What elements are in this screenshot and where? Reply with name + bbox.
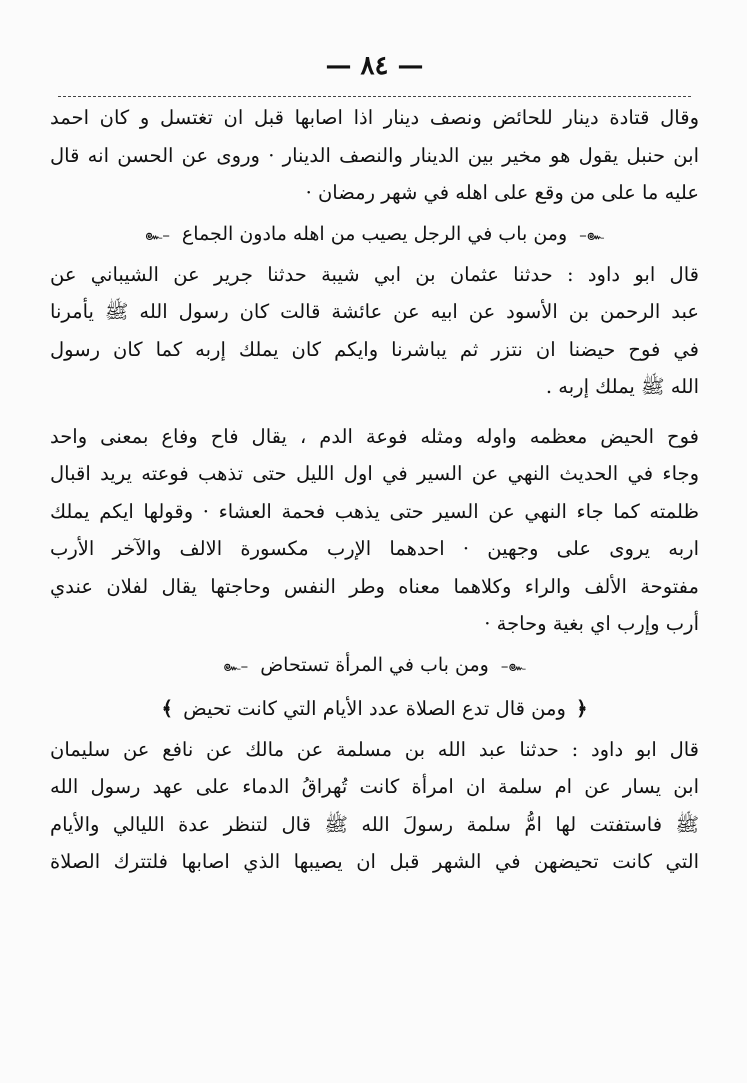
text-line: الله ﷺ يملك إربه .: [545, 375, 699, 398]
text-line: ابن حنبل يقول هو مخير بين الدينار والنصف الدينار · وروى عن الحسن انه قال: [50, 143, 699, 167]
header-rule: [58, 96, 691, 97]
paragraph-hadith-aisha: [50, 260, 699, 410]
section-heading-mubashara: [50, 216, 699, 260]
section-heading-istihada: [50, 647, 699, 691]
text-line: ظلمته كما جاء النهي عن السير حتى يذهب فحمة العشاء · وقولها ايكم يملك: [50, 499, 699, 523]
paragraph-hadith-umm-salama: [50, 735, 699, 885]
heading-ornament-right: ๛–: [500, 656, 526, 675]
page-number: — ٨٤ —: [325, 51, 424, 81]
text-line: قال ابو داود : حدثنا عبد الله بن مسلمة عن مالك عن نافع عن سليمان: [50, 737, 699, 761]
paragraph-gap: [50, 410, 699, 422]
text-line: التي كانت تحيضهن في الشهر قبل ان يصيبها الذي اصابها فلتترك الصلاة: [50, 850, 699, 873]
text-line: ﷺ فاستفتت لها امُّ سلمة رسولَ الله ﷺ قال لتنظر عدة الليالي والأيام: [50, 812, 699, 836]
text-line: عليه ما على من وقع على اهله في شهر رمضان ·: [305, 181, 699, 204]
text-line: وقال قتادة دينار للحائض ونصف دينار اذا اصابها قبل ان تغتسل و كان احمد: [50, 106, 699, 129]
paragraph-commentary: [50, 422, 699, 647]
heading-ornament-right: ๛–: [579, 225, 605, 244]
text-line: قال ابو داود : حدثنا عثمان بن ابي شيبة حدثنا جرير عن الشيباني عن: [50, 262, 699, 286]
paragraph-kaffara: [50, 103, 699, 216]
sub-heading-text: ومن قال تدع الصلاة عدد الأيام التي كانت تحيض: [183, 696, 566, 720]
text-line: فوح الحيض معظمه واوله ومثله فوعة الدم ، يقال فاح وفاع بمعنى واحد: [50, 424, 699, 448]
text-line: مفتوحة الألف والراء وكلاهما معناه وطر النفس وحاجتها يقال لفلان عندي: [50, 574, 699, 598]
text-line: ابن يسار عن ام سلمة ان امرأة كانت تُهراقُ الدماء على عهد رسول الله: [50, 775, 699, 798]
heading-ornament-left: –๛: [223, 656, 249, 675]
sub-heading-open-bracket: ﴿: [576, 696, 588, 720]
sub-heading-close-bracket: ﴾: [161, 696, 173, 720]
section-heading-text: ومن باب في المرأة تستحاض: [260, 653, 489, 676]
text-line: أرب وإرب اي بغية وحاجة ·: [484, 612, 699, 635]
text-line: اربه يروى على وجهين · احدهما الإرب مكسورة الالف والآخر الأرب: [50, 537, 699, 560]
text-line: في فوح حيضنا ان نتزر ثم يباشرنا وايكم كان يملك إربه كما كان رسول: [50, 337, 699, 361]
text-line: وجاء في الحديث النهي عن السير في اول الليل حتى تذهب فوعته يريد اقبال: [50, 462, 699, 485]
text-line: عبد الرحمن بن الأسود عن ابيه عن عائشة قالت كان رسول الله ﷺ يأمرنا: [50, 300, 699, 323]
heading-ornament-left: –๛: [144, 225, 170, 244]
sub-heading: [50, 691, 699, 735]
section-heading-text: ومن باب في الرجل يصيب من اهله مادون الجماع: [181, 222, 568, 245]
